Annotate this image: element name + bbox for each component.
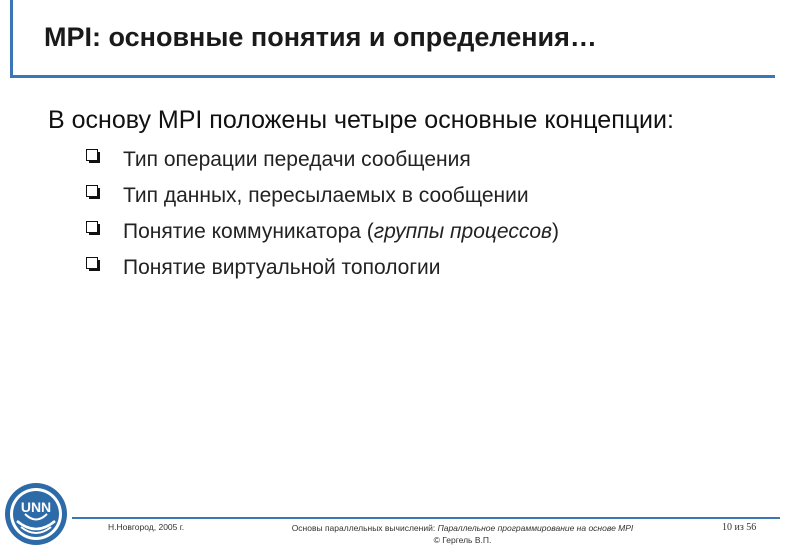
bullet-text: Тип операции передачи сообщения (123, 148, 471, 171)
bullet-text (123, 220, 559, 244)
checkbox-bullet-icon (86, 257, 100, 271)
bullet-text-end: ) (552, 220, 560, 243)
slide-intro: В основу MPI положены четыре основные концепции: (48, 106, 674, 134)
bullet-item (86, 178, 559, 214)
bullet-item (86, 250, 559, 286)
bullet-item (86, 142, 559, 178)
footer-divider (72, 517, 780, 519)
page-number: 10 из 56 (722, 522, 757, 533)
unn-logo (3, 481, 69, 547)
footer-topic: Параллельное программирование на основе MPI (437, 523, 634, 533)
bullet-list (86, 142, 559, 286)
footer-course (250, 522, 675, 546)
title-underline (10, 75, 775, 78)
title-accent-vertical (10, 0, 13, 78)
checkbox-bullet-icon (86, 221, 100, 235)
checkbox-bullet-icon (86, 185, 100, 199)
bullet-text: Понятие виртуальной топологии (123, 256, 441, 279)
footer-place-date: Н.Новгород, 2005 г. (108, 522, 185, 532)
bullet-text-start: Понятие коммуникатора ( (123, 220, 374, 243)
footer-copyright: © Гергель В.П. (433, 535, 492, 545)
bullet-text: Тип данных, пересылаемых в сообщении (123, 184, 529, 207)
footer-course-name: Основы параллельных вычислений: (291, 523, 438, 533)
logo-text: UNN (20, 499, 52, 515)
slide-title: MPI: основные понятия и определения… (44, 22, 597, 52)
checkbox-bullet-icon (86, 149, 100, 163)
bullet-text-italic: группы процессов (373, 220, 553, 243)
bullet-item (86, 214, 559, 250)
